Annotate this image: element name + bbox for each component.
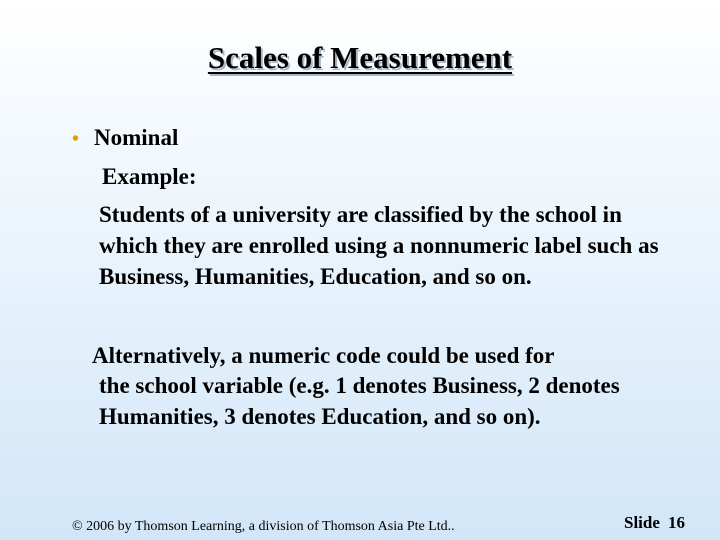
copyright-notice: © 2006 by Thomson Learning, a division of Thomson Asia Pte Ltd..: [72, 519, 455, 534]
slide-title: Scales of Measurement: [207, 40, 513, 75]
bullet-dot-icon: •: [72, 128, 80, 150]
bullet-label: Nominal: [94, 125, 179, 150]
slide-label: Slide: [624, 513, 660, 532]
example-text: Students of a university are classified by the school in which they are enrolled using a nonnumeric label such as Business, Humanities, Education, and so on.: [99, 202, 659, 289]
slide-number: 16: [668, 513, 685, 532]
alternative-text-first-line: Alternatively, a numeric code could be used for: [92, 343, 555, 368]
alternative-text-rest: the school variable (e.g. 1 denotes Business, 2 denotes Humanities, 3 denotes Education, and so on).: [99, 373, 620, 429]
example-label: Example:: [102, 164, 197, 189]
bullet-item-nominal: [72, 122, 178, 155]
